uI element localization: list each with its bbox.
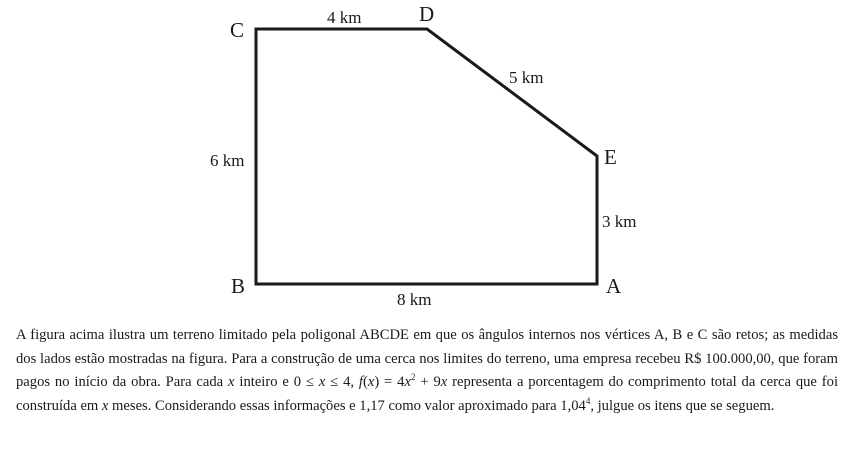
vertex-label-b: B xyxy=(231,274,246,298)
problem-statement xyxy=(16,324,838,419)
function-f: f xyxy=(358,374,363,391)
text-segment: representa a porcentagem do comprimento total da cerca que foi construída em xyxy=(16,374,838,415)
vertex-label-a: A xyxy=(606,274,622,298)
text-segment: A figura acima ilustra um terreno limitado pela poligonal ABCDE em que os ângulos internos nos vértices A, B e C são retos; as medidas dos lados estão mostradas na figura. Para a construção de uma cerca nos limites do terreno, uma empresa recebeu R$ 100.000,00, que foram pagos no início da obra. Para cada xyxy=(16,327,838,391)
variable-x: x xyxy=(404,374,411,391)
text-segment: + 9 xyxy=(415,374,441,391)
variable-x: x xyxy=(228,374,235,391)
variable-x: x xyxy=(440,374,448,391)
exponent: 2 xyxy=(410,372,416,383)
text-segment: meses. Considerando essas informações e 1,17 como valor aproximado para 1,04 xyxy=(108,398,586,415)
variable-x: x xyxy=(367,374,375,391)
text-segment: ≤ 4, xyxy=(325,374,359,391)
variable-x: x xyxy=(318,374,326,391)
vertex-label-d: D xyxy=(419,2,435,26)
text-segment: ) = 4 xyxy=(374,374,405,391)
text-segment: , julgue os itens que se seguem. xyxy=(590,398,775,415)
vertex-label-c: C xyxy=(230,18,245,42)
side-label-bc: 6 km xyxy=(210,151,245,170)
text-segment: ( xyxy=(362,374,368,391)
variable-x: x xyxy=(101,398,109,415)
exponent: 4 xyxy=(585,396,591,407)
terrain-polygon xyxy=(256,29,597,284)
side-label-ab: 8 km xyxy=(397,290,432,309)
side-label-ea: 3 km xyxy=(602,212,637,231)
vertex-label-e: E xyxy=(604,145,617,169)
side-label-de: 5 km xyxy=(509,68,544,87)
text-segment: inteiro e 0 ≤ xyxy=(234,374,319,391)
side-label-cd: 4 km xyxy=(327,8,362,27)
